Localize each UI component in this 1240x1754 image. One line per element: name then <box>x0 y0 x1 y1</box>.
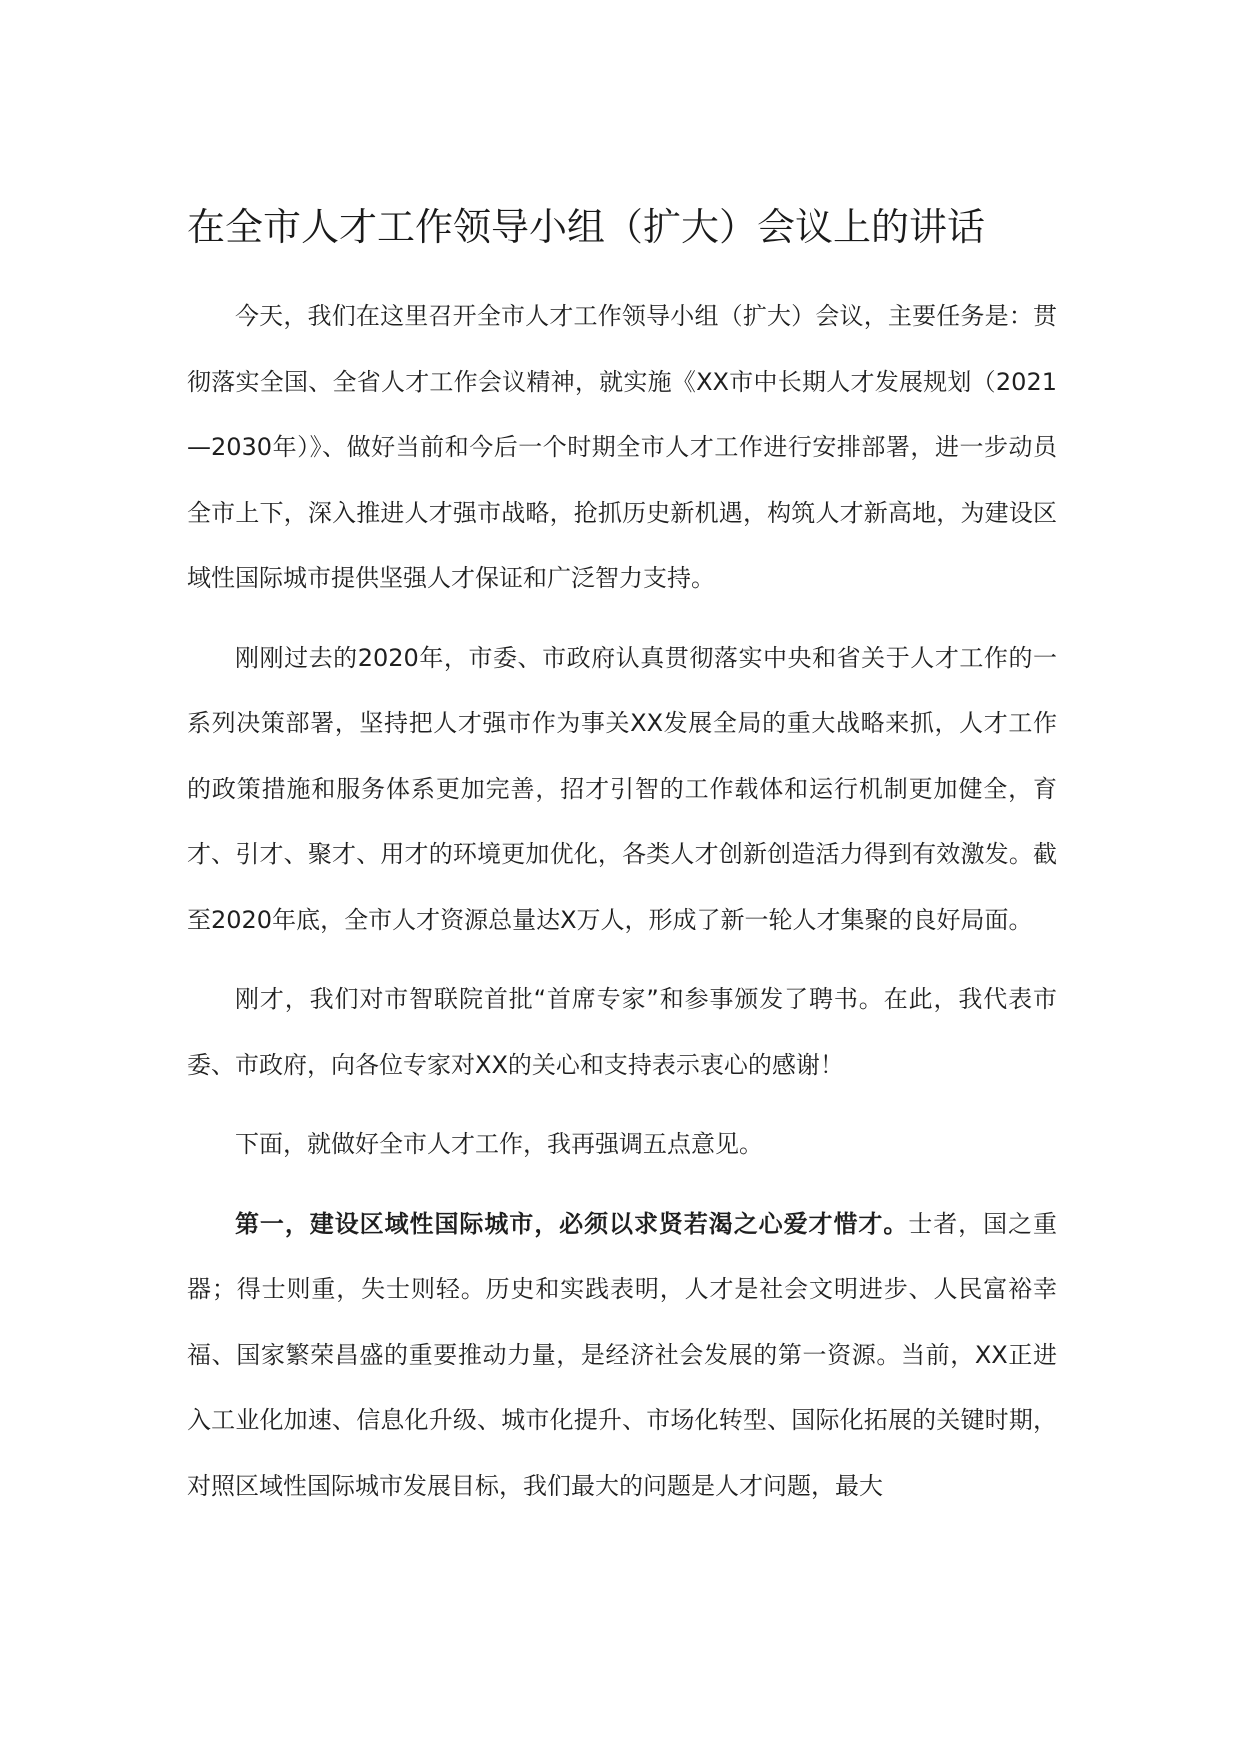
paragraph-thanks <box>187 967 1057 1098</box>
document-body <box>187 284 1057 1533</box>
paragraph-opening <box>187 284 1057 612</box>
paragraph-text: 刚刚过去的2020年，市委、市政府认真贯彻落实中央和省关于人才工作的一系列决策部署，坚持把人才强市作为事关XX发展全局的重大战略来抓，人才工作的政策措施和服务体系更加完善，招才引智的工作载体和运行机制更加健全，育才、引才、聚才、用才的环境更加优化，各类人才创新创造活力得到有效激发。截至2020年底，全市人才资源总量达X万人，形成了新一轮人才集聚的良好局面。 <box>187 643 1057 934</box>
paragraph-lead-heading: 第一，建设区域性国际城市，必须以求贤若渴之心爱才惜才。 <box>235 1209 909 1238</box>
paragraph-point-one <box>187 1192 1057 1520</box>
paragraph-text: 今天，我们在这里召开全市人才工作领导小组（扩大）会议，主要任务是：贯彻落实全国、全省人才工作会议精神，就实施《XX市中长期人才发展规划（2021—2030年）》、做好当前和今后一个时期全市人才工作进行安排部署，进一步动员全市上下，深入推进人才强市战略，抢抓历史新机遇，构筑人才新高地，为建设区域性国际城市提供坚强人才保证和广泛智力支持。 <box>187 302 1057 592</box>
paragraph-five-points-intro <box>187 1112 1057 1178</box>
paragraph-text: 下面，就做好全市人才工作，我再强调五点意见。 <box>235 1130 763 1158</box>
document-title: 在全市人才工作领导小组（扩大）会议上的讲话 <box>187 205 986 249</box>
paragraph-text: 刚才，我们对市智联院首批“首席专家”和参事颁发了聘书。在此，我代表市委、市政府，向各位专家对XX的关心和支持表示衷心的感谢！ <box>187 985 1057 1079</box>
paragraph-review-2020 <box>187 626 1057 954</box>
paragraph-text: 士者，国之重器；得士则重，失士则轻。历史和实践表明，人才是社会文明进步、人民富裕幸福、国家繁荣昌盛的重要推动力量，是经济社会发展的第一资源。当前，XX正进入工业化加速、信息化升级、城市化提升、市场化转型、国际化拓展的关键时期，对照区域性国际城市发展目标，我们最大的问题是人才问题，最大 <box>187 1209 1057 1500</box>
